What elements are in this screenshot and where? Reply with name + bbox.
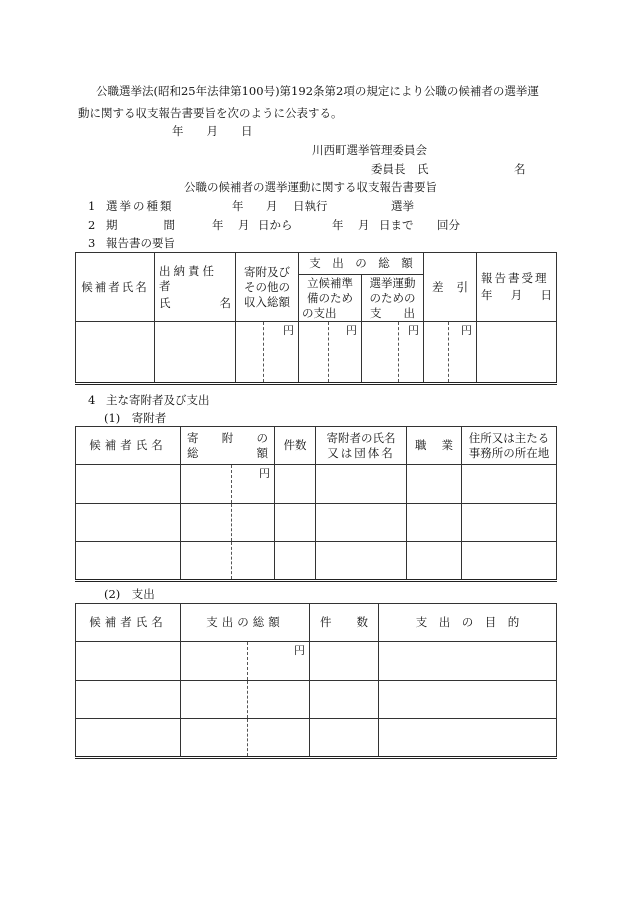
expense-row-3-candidate[interactable] bbox=[76, 719, 181, 758]
header-candidate-name: 候補者氏名 bbox=[76, 253, 155, 322]
item-2-from: 日から bbox=[258, 218, 293, 232]
expense-row-2-total-main[interactable] bbox=[181, 681, 248, 719]
donor-row-3-count[interactable] bbox=[275, 542, 316, 581]
expense-row-1-count[interactable] bbox=[310, 642, 379, 681]
publication-date: 年 月 日 bbox=[172, 124, 253, 138]
item-1-month: 月 bbox=[266, 199, 278, 213]
donor-row-1-donor[interactable] bbox=[316, 465, 407, 504]
expense-row-3-total-main[interactable] bbox=[181, 719, 248, 758]
cell-expense-campaign-sub[interactable]: 円 bbox=[399, 322, 424, 384]
item-1-election: 選挙 bbox=[391, 199, 414, 213]
header-balance: 差 引 bbox=[424, 253, 477, 322]
expense-row-2-count[interactable] bbox=[310, 681, 379, 719]
donor-row-2-occupation[interactable] bbox=[407, 504, 462, 542]
expense-row-3-total-sub[interactable] bbox=[248, 719, 310, 758]
expense-row-3-count[interactable] bbox=[310, 719, 379, 758]
item-2-year-2: 年 bbox=[332, 218, 344, 232]
item-3-label: 報告書の要旨 bbox=[106, 236, 175, 250]
item-2-label: 期 間 bbox=[106, 218, 175, 232]
item-2-count: 回分 bbox=[437, 218, 460, 232]
item-1-number: 1 bbox=[88, 199, 96, 213]
item-2-to: 日まで bbox=[379, 218, 414, 232]
header-occupation: 職 業 bbox=[407, 427, 462, 465]
committee-name: 川西町選挙管理委員会 bbox=[312, 143, 427, 157]
header-report-received: 報告書受理 年 月 日 bbox=[477, 253, 557, 322]
item-3-number: 3 bbox=[88, 236, 96, 250]
header-donation-count: 件数 bbox=[275, 427, 316, 465]
donor-row-1-amount-main[interactable] bbox=[181, 465, 232, 504]
expenses-table bbox=[75, 603, 557, 759]
subsection-donors: (1) 寄附者 bbox=[104, 411, 167, 425]
cell-expense-candidacy-sub[interactable]: 円 bbox=[329, 322, 362, 384]
header-expense-campaign: 選挙運動 のための 支 出 bbox=[362, 275, 424, 322]
intro-line-1: 公職選挙法(昭和25年法律第100号)第192条第2項の規定により公職の候補者の選挙運 bbox=[96, 84, 539, 98]
document-title: 公職の候補者の選挙運動に関する収支報告書要旨 bbox=[184, 180, 437, 194]
expense-row-3-purpose[interactable] bbox=[379, 719, 557, 758]
chairman-label: 委員長 氏 bbox=[371, 162, 429, 176]
expense-row-1-total-main[interactable] bbox=[181, 642, 248, 681]
donor-row-3-donor[interactable] bbox=[316, 542, 407, 581]
item-1-label: 選挙の種類 bbox=[106, 199, 174, 213]
chairman-name-suffix: 名 bbox=[514, 162, 526, 176]
item-4-number: 4 bbox=[88, 393, 96, 407]
donor-row-3-amount-sub[interactable] bbox=[232, 542, 275, 581]
donor-row-1-amount-sub[interactable]: 円 bbox=[232, 465, 275, 504]
donor-row-3-occupation[interactable] bbox=[407, 542, 462, 581]
donor-row-3-amount-main[interactable] bbox=[181, 542, 232, 581]
expense-row-1-total-sub[interactable]: 円 bbox=[248, 642, 310, 681]
header-expense-candidate: 候補者氏名 bbox=[76, 604, 181, 642]
donor-row-2-candidate[interactable] bbox=[76, 504, 181, 542]
header-expense-purpose: 支 出 の 目 的 bbox=[379, 604, 557, 642]
header-income-total: 寄附及び その他の 収入総額 bbox=[236, 253, 299, 322]
expense-row-1-purpose[interactable] bbox=[379, 642, 557, 681]
item-2-month-2: 月 bbox=[358, 218, 370, 232]
header-expense-count: 件 数 bbox=[310, 604, 379, 642]
donor-row-1-occupation[interactable] bbox=[407, 465, 462, 504]
cell-expense-candidacy-main[interactable] bbox=[299, 322, 329, 384]
header-address: 住所又は主たる 事務所の所在地 bbox=[462, 427, 557, 465]
item-2-number: 2 bbox=[88, 218, 96, 232]
donor-row-1-count[interactable] bbox=[275, 465, 316, 504]
subsection-expenses: (2) 支出 bbox=[104, 587, 155, 601]
cell-balance-main[interactable] bbox=[424, 322, 449, 384]
expense-row-2-candidate[interactable] bbox=[76, 681, 181, 719]
item-1-year: 年 bbox=[232, 199, 244, 213]
donor-row-1-address[interactable] bbox=[462, 465, 557, 504]
item-2-month: 月 bbox=[238, 218, 250, 232]
item-1-day: 日執行 bbox=[293, 199, 328, 213]
header-expense-candidacy: 立候補準 備のため の支出 bbox=[299, 275, 362, 322]
item-4-label: 主な寄附者及び支出 bbox=[106, 393, 210, 407]
cell-treasurer[interactable] bbox=[155, 322, 236, 384]
cell-candidate[interactable] bbox=[76, 322, 155, 384]
donor-row-3-address[interactable] bbox=[462, 542, 557, 581]
donor-row-2-address[interactable] bbox=[462, 504, 557, 542]
header-donor-name: 寄附者の氏名 又は団体名 bbox=[316, 427, 407, 465]
donor-row-3-candidate[interactable] bbox=[76, 542, 181, 581]
donors-table bbox=[75, 426, 557, 582]
header-expense-total: 支 出 の 総 額 bbox=[299, 253, 424, 275]
item-2-year: 年 bbox=[212, 218, 224, 232]
donor-row-1-candidate[interactable] bbox=[76, 465, 181, 504]
expense-row-1-candidate[interactable] bbox=[76, 642, 181, 681]
donor-row-2-count[interactable] bbox=[275, 504, 316, 542]
cell-balance-sub[interactable]: 円 bbox=[449, 322, 477, 384]
cell-expense-campaign-main[interactable] bbox=[362, 322, 399, 384]
donor-row-2-donor[interactable] bbox=[316, 504, 407, 542]
report-summary-table bbox=[75, 252, 557, 385]
donor-row-2-amount-sub[interactable] bbox=[232, 504, 275, 542]
cell-income-main[interactable] bbox=[236, 322, 264, 384]
cell-report-received[interactable] bbox=[477, 322, 557, 384]
expense-row-2-total-sub[interactable] bbox=[248, 681, 310, 719]
donor-row-2-amount-main[interactable] bbox=[181, 504, 232, 542]
header-expense-sum: 支出の総額 bbox=[181, 604, 310, 642]
intro-line-2: 動に関する収支報告書要旨を次のように公表する。 bbox=[78, 106, 343, 120]
header-donation-total: 寄 附 の 総 額 bbox=[181, 427, 275, 465]
header-donor-candidate: 候補者氏名 bbox=[76, 427, 181, 465]
expense-row-2-purpose[interactable] bbox=[379, 681, 557, 719]
header-treasurer: 出納責任者 氏 名 bbox=[155, 253, 236, 322]
cell-income-sub[interactable]: 円 bbox=[264, 322, 299, 384]
